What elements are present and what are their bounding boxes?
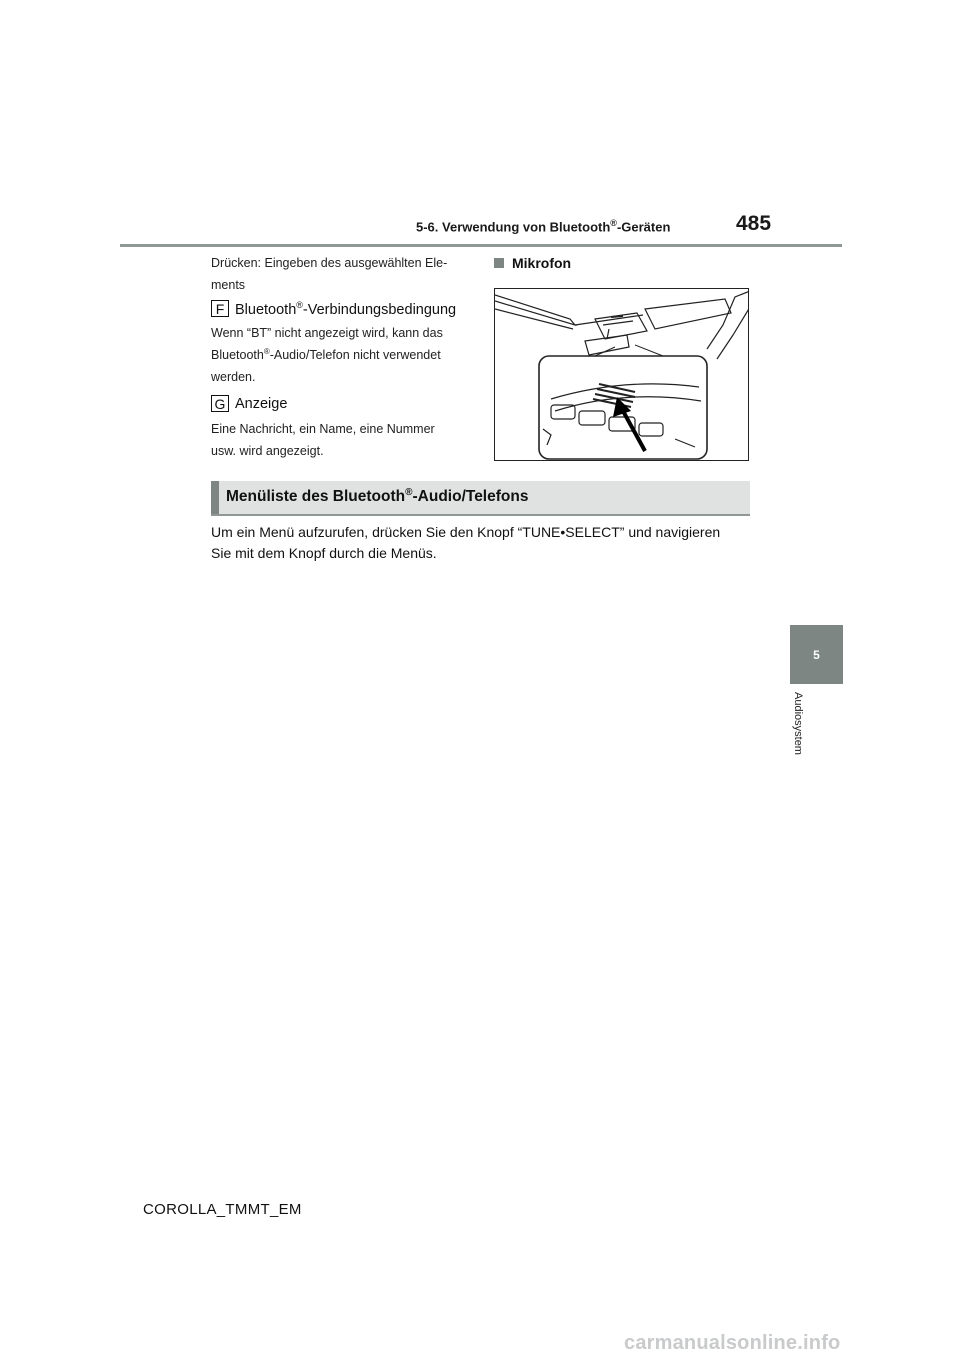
header-divider (120, 244, 842, 247)
registered-mark: ® (610, 218, 617, 228)
item-f-description (211, 322, 443, 388)
section-heading-suffix: -Audio/Telefons (412, 488, 529, 506)
item-f-heading (211, 300, 456, 318)
description-line-prefix: Bluetooth (211, 348, 264, 362)
body-line: Um ein Menü aufzurufen, drücken Sie den Knopf “TUNE•SELECT” und navigieren (211, 524, 721, 540)
section-header-prefix: 5-6. Verwendung von Bluetooth (416, 219, 611, 235)
description-line: Wenn “BT” nicht angezeigt wird, kann das (211, 326, 443, 340)
microphone-location-illustration (494, 288, 749, 461)
registered-mark: ® (263, 346, 270, 356)
section-heading-prefix: Menüliste des Bluetooth (226, 488, 406, 506)
description-line: Eine Nachricht, ein Name, eine Nummer (211, 422, 435, 436)
intro-text (211, 252, 447, 296)
mikrofon-heading-text: Mikrofon (512, 255, 572, 271)
registered-mark: ® (296, 300, 303, 310)
chapter-tab: 5 (790, 625, 843, 684)
watermark: carmanualsonline.info (624, 1332, 841, 1354)
page-number: 485 (736, 212, 772, 235)
document-code: COROLLA_TMMT_EM (143, 1201, 302, 1218)
description-line-suffix: -Audio/Telefon nicht verwendet (269, 348, 441, 362)
item-f-title (235, 300, 456, 318)
description-line: usw. wird angezeigt. (211, 444, 324, 458)
section-heading-divider (211, 514, 750, 516)
item-letter-badge: F (211, 300, 229, 317)
item-g-title: Anzeige (235, 395, 288, 412)
item-letter-badge: G (211, 395, 229, 412)
body-line: Sie mit dem Knopf durch die Menüs. (211, 545, 437, 561)
item-f-title-suffix: -Verbindungsbedingung (302, 301, 457, 318)
intro-line: ments (211, 278, 246, 292)
section-header (416, 218, 670, 234)
item-f-title-prefix: Bluetooth (235, 301, 297, 318)
square-bullet-icon (494, 258, 504, 268)
chapter-label: Audiosystem (792, 692, 804, 755)
item-g-description (211, 418, 435, 462)
intro-line: Drücken: Eingeben des ausgewählten Ele- (211, 256, 448, 270)
section-heading-accent (211, 481, 219, 514)
description-line: werden. (211, 370, 256, 384)
item-g-heading (211, 395, 287, 412)
description-line (211, 344, 443, 366)
section-heading (226, 487, 528, 506)
mikrofon-heading (494, 255, 571, 271)
registered-mark: ® (405, 487, 413, 498)
section-header-suffix: -Geräten (616, 219, 671, 235)
car-ceiling-icon (495, 289, 749, 461)
section-body (211, 522, 756, 564)
